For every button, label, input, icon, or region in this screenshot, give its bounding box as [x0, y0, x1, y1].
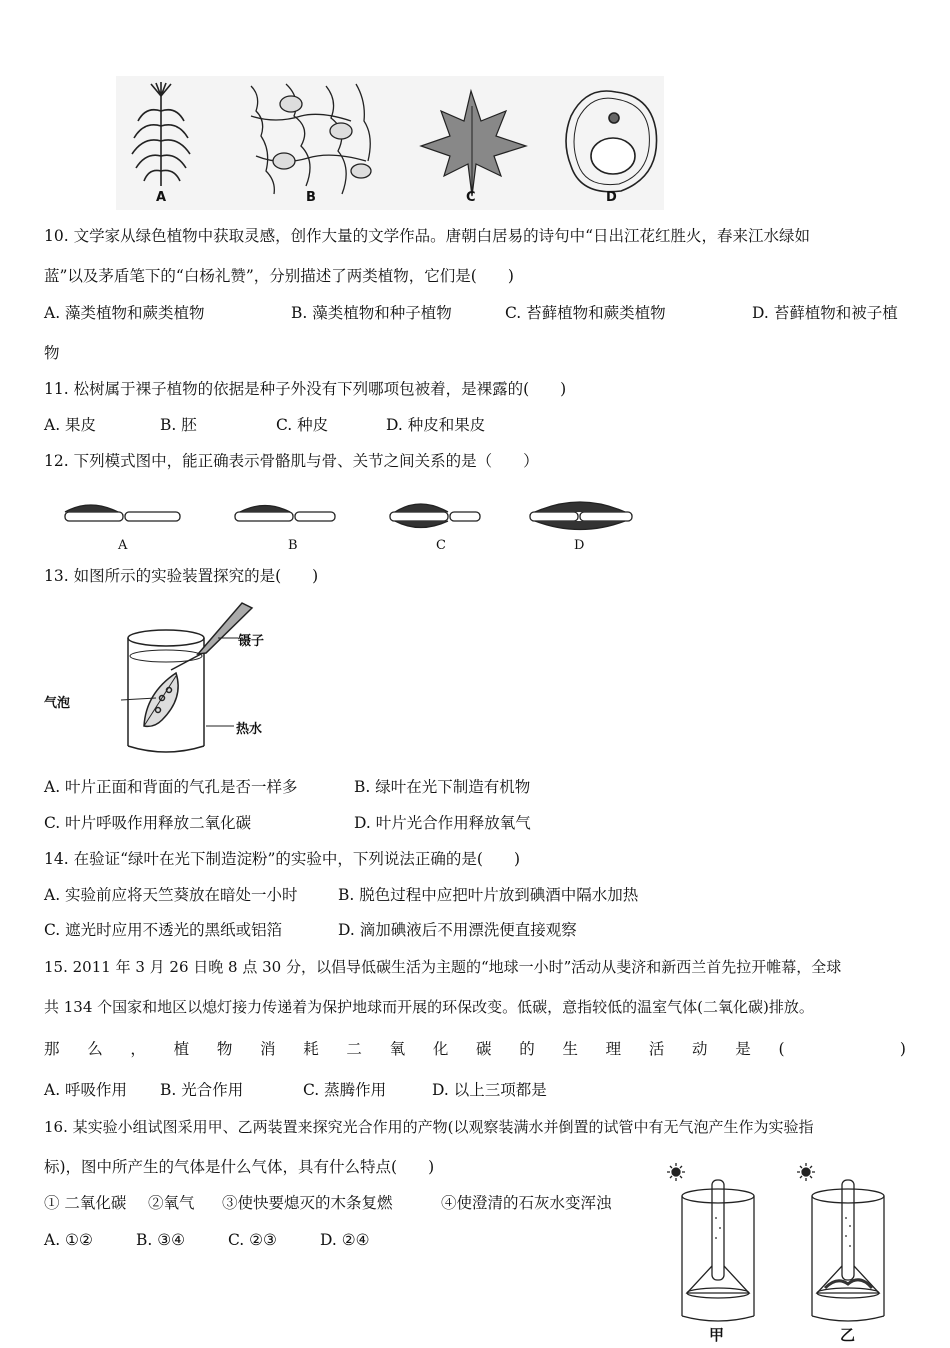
- fig9-label-d: D: [606, 190, 617, 205]
- figure-q12-drawing: [60, 494, 640, 556]
- q16-option-a: A. ①②: [44, 1231, 93, 1249]
- figure-q16: [662, 1158, 902, 1344]
- q15-stem-line2: 共 134 个国家和地区以熄灯接力传递着为保护地球而开展的环保改变。低碳，意指较低的温室气体(二氧化碳)排放。: [44, 998, 814, 1016]
- q15-char: 活: [648, 1040, 665, 1058]
- fig16-label-yi: 乙: [840, 1326, 856, 1344]
- q10-option-a: A. 藻类植物和蕨类植物: [44, 304, 205, 322]
- sun-icon: [797, 1163, 815, 1181]
- q15-char: 是: [735, 1040, 751, 1058]
- q15-char: 化: [432, 1040, 449, 1058]
- q14-option-b: B. 脱色过程中应把叶片放到碘酒中隔水加热: [338, 886, 639, 904]
- q15-blank: [812, 1039, 872, 1059]
- q16-option-b: B. ③④: [136, 1231, 186, 1249]
- q14-option-c: C. 遮光时应用不透光的黑纸或铝箔: [44, 921, 283, 939]
- q15-char: 的: [519, 1040, 535, 1058]
- q15-char: ，: [130, 1040, 146, 1058]
- fig9-label-b: B: [306, 190, 316, 205]
- q11-option-a: A. 果皮: [44, 416, 97, 434]
- q16-item-3: ③使快要熄灭的木条复燃: [222, 1194, 393, 1212]
- sun-icon: [667, 1163, 685, 1181]
- q13-stem: 13. 如图所示的实验装置探究的是( ): [44, 567, 319, 585]
- figure-q9-drawing: [116, 76, 664, 210]
- q11-option-c: C. 种皮: [276, 416, 329, 434]
- q16-item-1: ① 二氧化碳: [44, 1194, 127, 1212]
- fig12-label-a: A: [118, 538, 128, 553]
- fig13-label-hot-water: 热水: [236, 722, 263, 737]
- q15-char: 植: [173, 1040, 190, 1058]
- q11-stem: 11. 松树属于裸子植物的依据是种子外没有下列哪项包被着，是裸露的( ): [44, 380, 567, 398]
- q16-stem-line1: 16. 某实验小组试图采用甲、乙两装置来探究光合作用的产物(以观察装满水并倒置的试管中有无气泡产生作为实验指: [44, 1118, 814, 1136]
- q10-option-d-cont: 物: [44, 344, 60, 362]
- q15-char: 二: [346, 1040, 362, 1058]
- fig12-label-d: D: [574, 538, 585, 553]
- q15-char: (: [778, 1040, 785, 1058]
- q10-option-c: C. 苔藓植物和蕨类植物: [505, 304, 666, 322]
- q15-char: 碳: [476, 1040, 492, 1058]
- q15-char: 消: [260, 1040, 276, 1058]
- q15-option-c: C. 蒸腾作用: [303, 1081, 387, 1099]
- q10-stem-line1: 10. 文学家从绿色植物中获取灵感，创作大量的文学作品。唐朝白居易的诗句中“日出江花红胜火，春来江水绿如: [44, 227, 811, 245]
- fig12-label-c: C: [436, 538, 446, 553]
- fig16-label-jia: 甲: [709, 1326, 725, 1344]
- q14-stem: 14. 在验证“绿叶在光下制造淀粉”的实验中，下列说法正确的是( ): [44, 850, 521, 868]
- q15-char: 生: [562, 1040, 578, 1058]
- q15-option-d: D. 以上三项都是: [432, 1081, 547, 1099]
- q11-option-d: D. 种皮和果皮: [386, 416, 486, 434]
- figure-q13-drawing: [66, 598, 286, 768]
- figure-q9: [116, 76, 664, 210]
- q15-option-b: B. 光合作用: [160, 1081, 244, 1099]
- q14-option-d: D. 滴加碘液后不用漂洗便直接观察: [338, 921, 577, 939]
- q15-stem-line3: [44, 1039, 906, 1059]
- q10-option-d: D. 苔藓植物和被子植: [752, 304, 898, 322]
- q13-option-b: B. 绿叶在光下制造有机物: [354, 778, 531, 796]
- figure-q16-drawing: [662, 1158, 902, 1344]
- q15-char: 动: [692, 1040, 708, 1058]
- q14-option-a: A. 实验前应将天竺葵放在暗处一小时: [44, 886, 298, 904]
- fig13-label-bubbles: 气泡: [44, 696, 71, 711]
- q16-item-4: ④使澄清的石灰水变浑浊: [441, 1194, 612, 1212]
- q15-char: ): [899, 1040, 906, 1058]
- q15-char: 那: [44, 1040, 60, 1058]
- q10-stem-line2: 蓝”以及茅盾笔下的“白杨礼赞”，分别描述了两类植物，它们是( ): [44, 267, 514, 285]
- q11-option-b: B. 胚: [160, 416, 197, 434]
- fig13-label-tweezers: 镊子: [238, 634, 265, 649]
- q15-char: 物: [216, 1040, 233, 1058]
- figure-q13: [44, 598, 286, 768]
- q16-stem-line2: 标)，图中所产生的气体是什么气体，具有什么特点( ): [44, 1158, 435, 1176]
- q16-item-2: ②氧气: [148, 1194, 195, 1212]
- q13-option-a: A. 叶片正面和背面的气孔是否一样多: [44, 778, 298, 796]
- figure-q12: [60, 494, 640, 556]
- q15-char: 氧: [389, 1040, 406, 1058]
- fig12-label-b: B: [288, 538, 298, 553]
- q15-option-a: A. 呼吸作用: [44, 1081, 128, 1099]
- q10-option-b: B. 藻类植物和种子植物: [291, 304, 452, 322]
- q12-stem: 12. 下列模式图中，能正确表示骨骼肌与骨、关节之间关系的是（ ）: [44, 452, 539, 470]
- q15-char: 耗: [303, 1040, 319, 1058]
- q13-option-d: D. 叶片光合作用释放氧气: [354, 814, 531, 832]
- q16-option-c: C. ②③: [228, 1231, 277, 1249]
- q15-char: 么: [87, 1040, 103, 1058]
- q15-char: 理: [605, 1040, 622, 1058]
- fig9-label-c: C: [466, 190, 476, 205]
- fig9-label-a: A: [156, 190, 167, 205]
- q16-option-d: D. ②④: [320, 1231, 370, 1249]
- q15-stem-line1: 15. 2011 年 3 月 26 日晚 8 点 30 分，以倡导低碳生活为主题的“地球一小时”活动从斐济和新西兰首先拉开帷幕，全球: [44, 958, 842, 976]
- q13-option-c: C. 叶片呼吸作用释放二氧化碳: [44, 814, 252, 832]
